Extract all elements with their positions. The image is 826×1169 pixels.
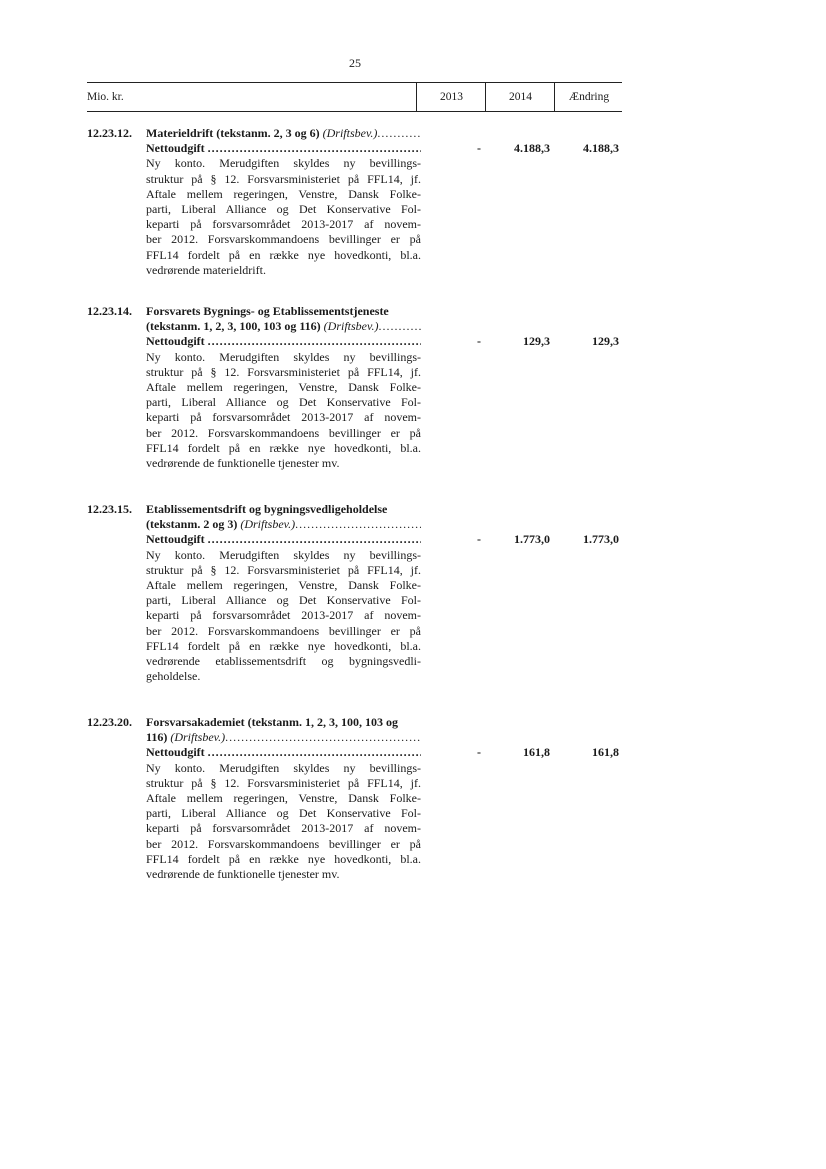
value-2013: - bbox=[477, 141, 481, 156]
table-header bbox=[87, 82, 622, 112]
value-change: 129,3 bbox=[592, 334, 619, 349]
text-line: Ny konto. Merudgiften skyldes ny bevillings- bbox=[146, 349, 421, 364]
text-line: Aftale mellem regeringen, Venstre, Dansk Folke- bbox=[146, 186, 421, 201]
entry-description bbox=[146, 761, 421, 883]
text-line: Aftale mellem regeringen, Venstre, Dansk Folke- bbox=[146, 380, 421, 395]
text-line: keparti på forsvarsområdet 2013-2017 af novem- bbox=[146, 821, 421, 836]
entry-title bbox=[146, 502, 421, 517]
text-line: FFL14 fordelt på en række nye hovedkonti, bl.a. bbox=[146, 638, 421, 653]
dot-leader bbox=[208, 334, 421, 349]
page-number: 25 bbox=[349, 56, 361, 70]
title-italic: (Driftsbev.) bbox=[323, 319, 379, 334]
dot-leader bbox=[208, 532, 421, 547]
text-line: vedrørende de funktionelle tjenester mv. bbox=[146, 867, 340, 882]
dot-leader bbox=[225, 730, 421, 745]
value-2013: - bbox=[477, 532, 481, 547]
value-2014: 161,8 bbox=[523, 745, 550, 760]
text-line: Aftale mellem regeringen, Venstre, Dansk Folke- bbox=[146, 578, 421, 593]
value-2013: - bbox=[477, 745, 481, 760]
net-expense-label: Nettoudgift bbox=[146, 532, 205, 547]
title-italic: (Driftsbev.) bbox=[240, 517, 296, 532]
entry-body bbox=[146, 126, 421, 278]
entry-title bbox=[146, 730, 421, 745]
entry-title bbox=[146, 304, 421, 319]
text-line: parti, Liberal Alliance og Det Konservative Fol- bbox=[146, 202, 421, 217]
dot-leader bbox=[378, 319, 421, 334]
net-expense-label: Nettoudgift bbox=[146, 334, 205, 349]
title-bold: (tekstanm. 2 og 3) bbox=[146, 517, 238, 532]
net-expense-row bbox=[146, 141, 421, 156]
entry-title bbox=[146, 715, 421, 730]
account-number: 12.23.20. bbox=[87, 715, 132, 729]
entry-body bbox=[146, 715, 421, 882]
title-italic: (Driftsbev.) bbox=[170, 730, 226, 745]
title-bold: Forsvarsakademiet (tekstanm. 1, 2, 3, 100, 103 og bbox=[146, 715, 398, 729]
title-italic: (Driftsbev.) bbox=[322, 126, 378, 140]
value-change: 161,8 bbox=[592, 745, 619, 760]
net-expense-row bbox=[146, 334, 421, 349]
value-2014: 129,3 bbox=[523, 334, 550, 349]
title-bold: (tekstanm. 1, 2, 3, 100, 103 og 116) bbox=[146, 319, 321, 334]
entry-title bbox=[146, 517, 421, 532]
text-line: FFL14 fordelt på en række nye hovedkonti, bl.a. bbox=[146, 247, 421, 262]
entry-description bbox=[146, 156, 421, 278]
entry-title bbox=[146, 319, 421, 334]
text-line: ber 2012. Forsvarskommandoens bevillinger er på bbox=[146, 232, 421, 247]
entry-description bbox=[146, 350, 421, 472]
text-line: Aftale mellem regeringen, Venstre, Dansk Folke- bbox=[146, 791, 421, 806]
dot-leader bbox=[208, 141, 421, 156]
text-line: keparti på forsvarsområdet 2013-2017 af novem- bbox=[146, 217, 421, 232]
value-2014: 4.188,3 bbox=[514, 141, 550, 156]
account-number: 12.23.15. bbox=[87, 502, 132, 516]
text-line: ber 2012. Forsvarskommandoens bevillinger er på bbox=[146, 836, 421, 851]
entry-body bbox=[146, 502, 421, 684]
title-bold: Etablissementsdrift og bygningsvedligeholdelse bbox=[146, 502, 388, 516]
text-line: parti, Liberal Alliance og Det Konservative Fol- bbox=[146, 593, 421, 608]
title-bold: Forsvarets Bygnings- og Etablissementstjeneste bbox=[146, 304, 389, 318]
text-line: struktur på § 12. Forsvarsministeriet på FFL14, jf. bbox=[146, 364, 421, 379]
net-expense-label: Nettoudgift bbox=[146, 745, 205, 760]
text-line: keparti på forsvarsområdet 2013-2017 af novem- bbox=[146, 608, 421, 623]
net-expense-label: Nettoudgift bbox=[146, 141, 205, 156]
text-line: ber 2012. Forsvarskommandoens bevillinger er på bbox=[146, 623, 421, 638]
dot-leader bbox=[208, 745, 421, 760]
value-2013: - bbox=[477, 334, 481, 349]
account-number: 12.23.14. bbox=[87, 304, 132, 318]
net-expense-row bbox=[146, 532, 421, 547]
text-line: keparti på forsvarsområdet 2013-2017 af novem- bbox=[146, 410, 421, 425]
text-line: FFL14 fordelt på en række nye hovedkonti, bl.a. bbox=[146, 851, 421, 866]
dot-leader bbox=[295, 517, 421, 532]
text-line: vedrørende materieldrift. bbox=[146, 262, 266, 277]
title-bold: Materieldrift (tekstanm. 2, 3 og 6) bbox=[146, 126, 320, 140]
value-change: 1.773,0 bbox=[583, 532, 619, 547]
entry-description bbox=[146, 548, 421, 685]
text-line: Ny konto. Merudgiften skyldes ny bevillings- bbox=[146, 760, 421, 775]
text-line: parti, Liberal Alliance og Det Konservative Fol- bbox=[146, 806, 421, 821]
text-line: ber 2012. Forsvarskommandoens bevillinger er på bbox=[146, 425, 421, 440]
text-line: geholdelse. bbox=[146, 669, 201, 684]
entry-body bbox=[146, 304, 421, 471]
dot-leader bbox=[377, 126, 421, 141]
account-number: 12.23.12. bbox=[87, 126, 132, 140]
text-line: vedrørende etablissementsdrift og bygningsvedli- bbox=[146, 654, 421, 669]
text-line: struktur på § 12. Forsvarsministeriet på FFL14, jf. bbox=[146, 171, 421, 186]
unit-label: Mio. kr. bbox=[87, 91, 124, 103]
net-expense-row bbox=[146, 745, 421, 760]
value-2014: 1.773,0 bbox=[514, 532, 550, 547]
entry-title bbox=[146, 126, 421, 141]
column-header-2013: 2013 bbox=[416, 83, 486, 111]
value-change: 4.188,3 bbox=[583, 141, 619, 156]
text-line: Ny konto. Merudgiften skyldes ny bevillings- bbox=[146, 156, 421, 171]
column-header-2014: 2014 bbox=[485, 83, 555, 111]
title-bold: 116) bbox=[146, 730, 168, 745]
text-line: FFL14 fordelt på en række nye hovedkonti, bl.a. bbox=[146, 440, 421, 455]
column-header-change: Ændring bbox=[554, 83, 623, 111]
text-line: struktur på § 12. Forsvarsministeriet på FFL14, jf. bbox=[146, 562, 421, 577]
text-line: vedrørende de funktionelle tjenester mv. bbox=[146, 456, 340, 471]
text-line: struktur på § 12. Forsvarsministeriet på FFL14, jf. bbox=[146, 775, 421, 790]
text-line: Ny konto. Merudgiften skyldes ny bevillings- bbox=[146, 547, 421, 562]
text-line: parti, Liberal Alliance og Det Konservative Fol- bbox=[146, 395, 421, 410]
